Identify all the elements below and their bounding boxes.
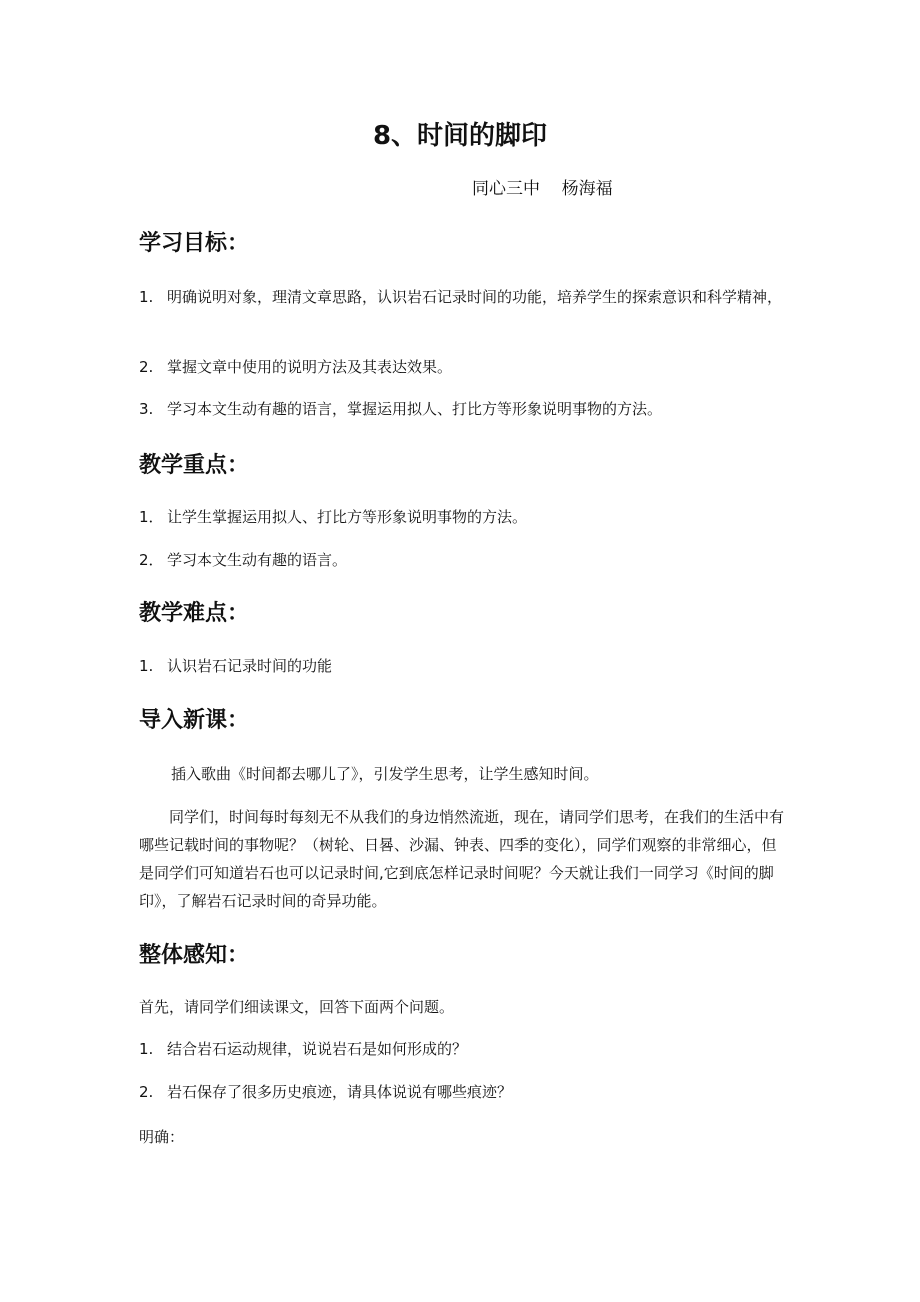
list-number: 1. [139, 657, 154, 675]
list-number: 1． [139, 508, 164, 526]
list-item [139, 653, 789, 680]
list-text: 掌握文章中使用的说明方法及其表达效果。 [167, 358, 453, 376]
list-number: 2. [139, 1083, 154, 1101]
heading-key-points: 教学重点： [139, 453, 250, 478]
list-text: 学习本文生动有趣的语言，掌握运用拟人、打比方等形象说明事物的方法。 [167, 400, 663, 418]
list-text: 让学生掌握运用拟人、打比方等形象说明事物的方法。 [167, 508, 528, 526]
heading-overview: 整体感知： [139, 943, 250, 968]
list-text: 学习本文生动有趣的语言。 [167, 551, 348, 569]
list-item [139, 284, 789, 311]
list-number: 1. [139, 1040, 154, 1058]
list-item [139, 1079, 789, 1106]
page-title: 8、时间的脚印 [372, 121, 548, 151]
heading-difficulties: 教学难点： [139, 601, 250, 626]
overview-lead: 首先，请同学们细读课文，回答下面两个问题。 [139, 998, 455, 1016]
author-line: 同心三中 杨海福 [472, 179, 613, 199]
intro-paragraph: 插入歌曲《时间都去哪儿了》，引发学生思考，让学生感知时间。 [171, 765, 599, 783]
list-text: 结合岩石运动规律，说说岩石是如何形成的？ [167, 1040, 468, 1058]
list-item [139, 504, 789, 531]
heading-intro: 导入新课： [139, 708, 250, 733]
list-text: 认识岩石记录时间的功能 [167, 657, 333, 675]
list-number: 2. [139, 358, 154, 376]
list-item [139, 1036, 789, 1063]
list-item [139, 396, 789, 423]
list-text: 明确说明对象，理清文章思路，认识岩石记录时间的功能，培养学生的探索意识和科学精神， [167, 288, 783, 306]
intro-paragraph: 同学们，时间每时每刻无不从我们的身边悄然流逝，现在，请同学们思考，在我们的生活中有哪些记载时间的事物呢？（树轮、日晷、沙漏、钟表、四季的变化），同学们观察的非常细心，但是同学们可知道岩石也可以记录时间,它到底怎样记录时间呢？今天就让我们一同学习《时间的脚印》，了解岩石记录时间的奇异功能。 [139, 808, 785, 910]
list-item [139, 547, 789, 574]
heading-goals: 学习目标： [139, 231, 250, 256]
list-number: 1. [139, 288, 154, 306]
list-item [139, 354, 789, 381]
list-text: 岩石保存了很多历史痕迹，请具体说说有哪些痕迹？ [167, 1083, 513, 1101]
list-number: 3. [139, 400, 154, 418]
overview-closing: 明确： [139, 1128, 185, 1146]
list-number: 2． [139, 551, 164, 569]
